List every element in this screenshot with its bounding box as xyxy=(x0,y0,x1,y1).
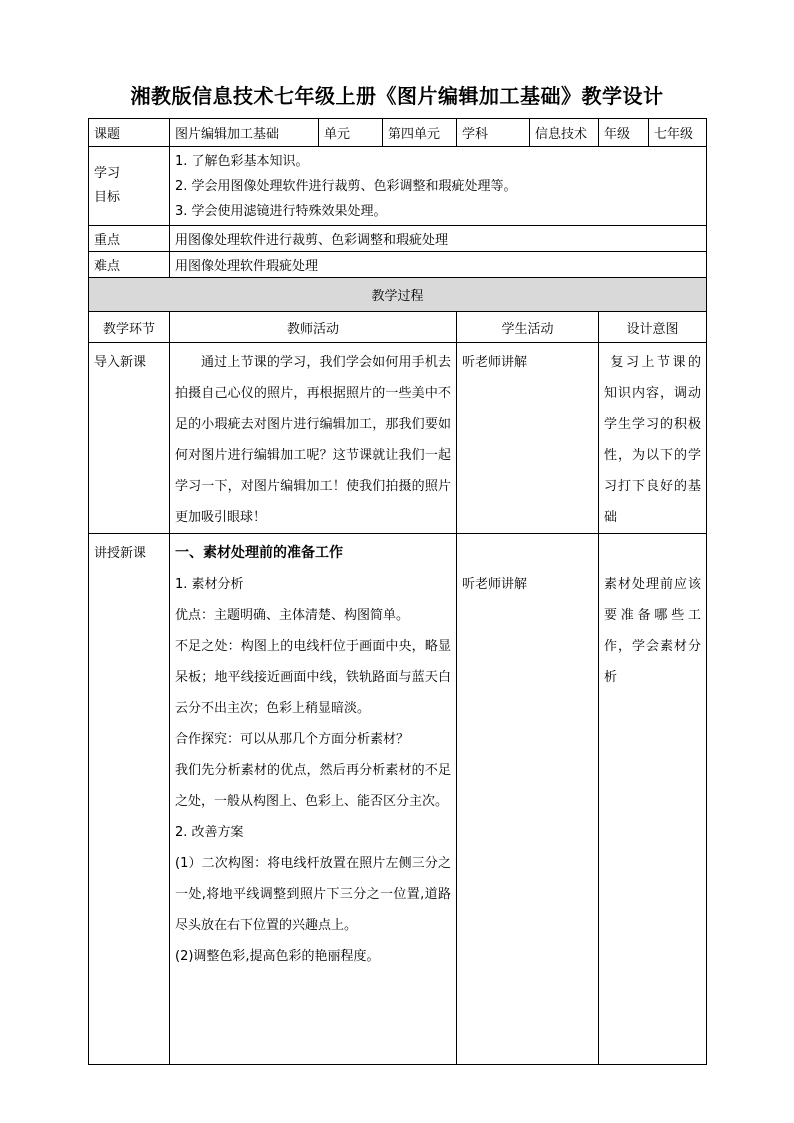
process-title: 教学过程 xyxy=(89,278,707,312)
goals-row xyxy=(89,147,707,226)
intro-teacher-cell xyxy=(170,343,457,534)
intro-student-cell xyxy=(457,343,599,534)
intro-student-text: 听老师讲解 xyxy=(462,355,528,370)
difficulty-value: 用图像处理软件瑕疵处理 xyxy=(170,252,707,278)
goals-content xyxy=(170,147,707,226)
intro-stage-text: 导入新课 xyxy=(94,355,147,370)
lecture-line: 不足之处：构图上的电线杆位于画面中央，略显呆板；地平线接近画面中线，铁轨路面与蓝天白云分不出主次；色彩上稍显暗淡。 xyxy=(175,639,451,716)
unit-value: 第四单元 xyxy=(383,119,457,147)
goal-item: 1. 了解色彩基本知识。 xyxy=(175,153,309,169)
column-teacher: 教师活动 xyxy=(170,312,457,343)
lecture-line: (2)调整色彩,提高色彩的艳丽程度。 xyxy=(175,949,380,964)
key-point-value: 用图像处理软件进行裁剪、色彩调整和瑕疵处理 xyxy=(170,226,707,252)
intro-stage xyxy=(89,343,170,534)
lecture-line: 1. 素材分析 xyxy=(175,577,244,592)
lecture-student-text: 听老师讲解 xyxy=(462,577,528,592)
intro-row xyxy=(89,343,707,534)
lecture-student-cell xyxy=(457,534,599,1065)
topic-label: 课题 xyxy=(89,119,170,147)
goal-item: 2. 学会用图像处理软件进行裁剪、色彩调整和瑕疵处理等。 xyxy=(175,178,517,194)
subject-label: 学科 xyxy=(457,119,530,147)
intro-intent-cell xyxy=(599,343,707,534)
lesson-plan-table xyxy=(88,118,707,1065)
lecture-heading: 一、素材处理前的准备工作 xyxy=(175,545,343,561)
column-stage: 教学环节 xyxy=(89,312,170,343)
intro-teacher-text: 通过上节课的学习，我们学会如何用手机去拍摄自己心仪的照片，再根据照片的一些美中不足的小瑕疵去对图片进行编辑加工，那我们要如何对图片进行编辑加工呢？这节课就让我们一起学习一下，对图片编辑加工！使我们拍摄的照片更加吸引眼球！ xyxy=(175,355,451,525)
lecture-row xyxy=(89,534,707,1065)
lecture-line: 优点：主题明确、主体清楚、构图简单。 xyxy=(175,608,410,623)
lecture-intent-cell xyxy=(599,534,707,1065)
key-point-row xyxy=(89,226,707,252)
document-title: 湘教版信息技术七年级上册《图片编辑加工基础》教学设计 xyxy=(130,84,664,108)
lecture-line: 合作探究：可以从那几个方面分析素材？ xyxy=(175,732,410,747)
key-point-label: 重点 xyxy=(89,226,170,252)
header-row xyxy=(89,119,707,147)
lecture-intent-text: 素材处理前应该要准备哪些工作，学会素材分析 xyxy=(604,577,701,685)
intro-intent-text: 复习上节课的知识内容，调动学生学习的积极性，为以下的学习打下良好的基础 xyxy=(604,355,701,525)
process-section-row xyxy=(89,278,707,312)
lecture-teacher-cell xyxy=(170,534,457,1065)
column-intent: 设计意图 xyxy=(599,312,707,343)
goal-item: 3. 学会使用滤镜进行特殊效果处理。 xyxy=(175,203,387,219)
goals-label xyxy=(89,147,170,226)
column-header-row xyxy=(89,312,707,343)
topic-value: 图片编辑加工基础 xyxy=(170,119,319,147)
grade-label: 年级 xyxy=(599,119,649,147)
difficulty-label: 难点 xyxy=(89,252,170,278)
column-student: 学生活动 xyxy=(457,312,599,343)
goals-label-text: 学习目标 xyxy=(94,166,121,205)
difficulty-row xyxy=(89,252,707,278)
lecture-line: (1）二次构图：将电线杆放置在照片左侧三分之一处,将地平线调整到照片下三分之一位置,道路尽头放在右下位置的兴趣点上。 xyxy=(175,856,451,933)
lecture-stage xyxy=(89,534,170,1065)
subject-value: 信息技术 xyxy=(530,119,599,147)
lecture-stage-text: 讲授新课 xyxy=(94,546,147,561)
grade-value: 七年级 xyxy=(649,119,707,147)
unit-label: 单元 xyxy=(319,119,383,147)
lecture-line: 我们先分析素材的优点，然后再分析素材的不足之处，一般从构图上、色彩上、能否区分主次。 xyxy=(175,763,451,809)
goals-list xyxy=(175,149,701,224)
lecture-line: 2. 改善方案 xyxy=(175,825,244,840)
